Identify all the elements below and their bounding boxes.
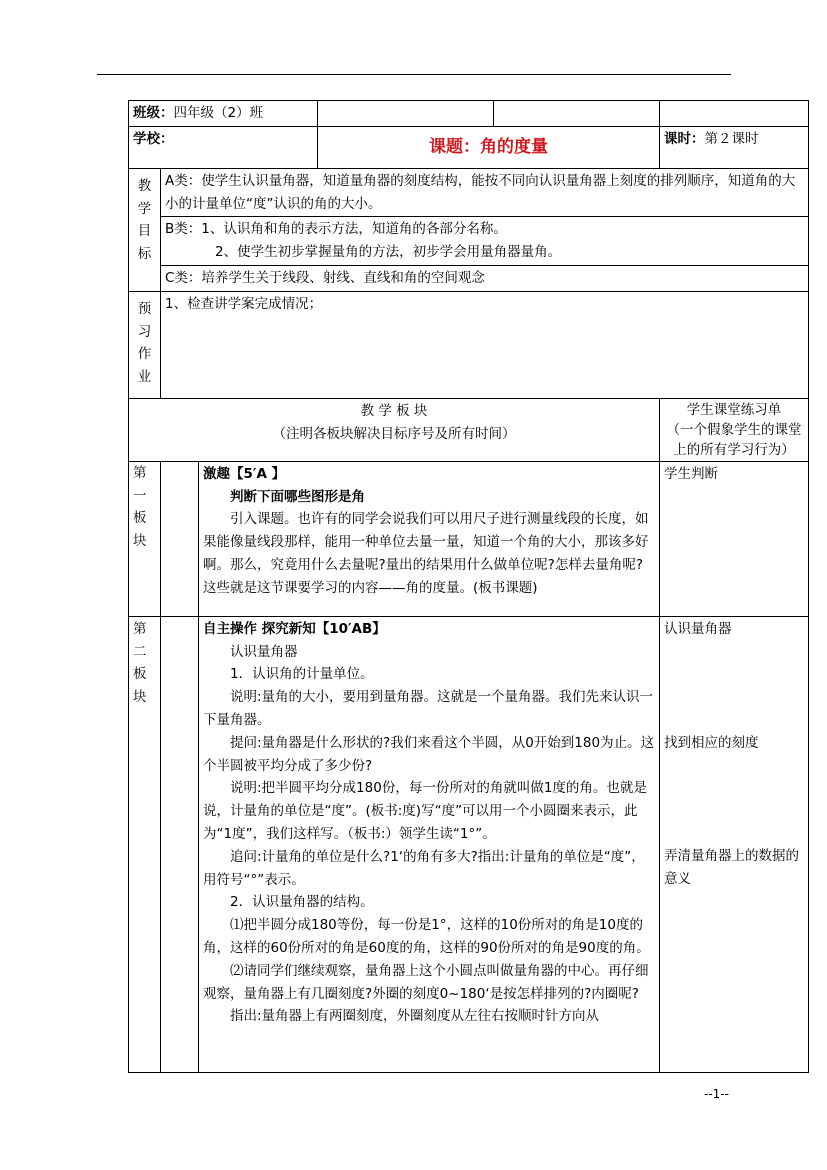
- block2-line1: 认识量角器: [230, 643, 298, 660]
- preview-row: [129, 291, 809, 398]
- label-char: 预: [137, 300, 152, 317]
- school-label: 学校：: [133, 130, 174, 147]
- block2-row: [129, 616, 809, 1072]
- label-char: 二: [133, 643, 147, 660]
- block1-content: [199, 461, 660, 616]
- empty-cell: [494, 101, 660, 127]
- objective-c: C类：培养学生关于线段、射线、直线和角的空间观念: [161, 265, 809, 291]
- objective-a-row: [129, 168, 809, 217]
- block1-heading: 激趣【5′A 】: [203, 465, 286, 482]
- block1-right: 学生判断: [660, 461, 809, 616]
- header-rule: [97, 74, 731, 75]
- teach-header-left: [129, 398, 660, 461]
- teach-header-title: 教 学 板 块: [360, 402, 428, 419]
- label-char: 标: [137, 246, 152, 263]
- objective-b2: 2、使学生初步掌握量角的方法，初步学会用量角器量角。: [215, 244, 562, 261]
- block2-para3: 说明:把半圆平均分成180份，每一份所对的角就叫做1度的角。也就是说，计量角的单位是“度”。(板书:度)写“度”可以用一个小圆圈来表示，此为“1度”，我们这样写。（板书:）领学生读“1°”。: [203, 780, 647, 842]
- block1-gap: [161, 461, 199, 616]
- teach-header-right-2: （一个假象学生的课堂: [666, 421, 802, 438]
- block2-para1: 说明:量角的大小，要用到量角器。这就是一个量角器。我们先来认识一下量角器。: [203, 689, 654, 728]
- block2-para5: ⑴把半圆分成180等份，每一份是1°，这样的10份所对的角是10度的角，这样的60份所对的角是60度的角，这样的90份所对的角是90度的角。: [203, 917, 650, 956]
- preview-label: [129, 291, 161, 398]
- empty-cell: [660, 101, 809, 127]
- block2-line3: 2．认识量角器的结构。: [230, 894, 374, 911]
- block2-para7: 指出:量角器上有两圈刻度，外圈刻度从左往右按顺时针方向从: [230, 1008, 600, 1025]
- class-label: 班级：: [133, 105, 174, 121]
- objective-b1: B类：1、认识角和角的表示方法，知道角的各部分名称。: [165, 221, 507, 238]
- school-row: [129, 126, 809, 168]
- teach-header-row: [129, 398, 809, 461]
- period-value: 第２课时: [704, 130, 759, 147]
- label-char: 教: [137, 177, 152, 194]
- block2-heading: 自主操作 探究新知【10′AB】: [203, 620, 386, 637]
- block2-gap: [161, 616, 199, 1072]
- objective-b-row: [129, 217, 809, 266]
- teach-header-right-3: 上的所有学习行为）: [673, 441, 795, 458]
- block2-line2: 1．认识角的计量单位。: [230, 666, 374, 683]
- school-cell: [129, 126, 318, 168]
- block2-right-3: 弄清量角器上的数据的意义: [664, 848, 800, 888]
- block1-row: [129, 461, 809, 616]
- class-row: [129, 101, 809, 127]
- block2-para4: 追问:计量角的单位是什么?1‘的角有多大?指出:计量角的单位是“度”，用符号“°”表示。: [203, 848, 645, 888]
- objective-b: [161, 217, 809, 266]
- page-number: --1--: [704, 1087, 729, 1101]
- empty-cell: [318, 101, 494, 127]
- block2-para6: ⑵请同学们继续观察，量角器上这个小圆点叫做量角器的中心。再仔细观察，量角器上有几圈刻度?外圈的刻度0~180‘是按怎样排列的?内圈呢?: [203, 962, 649, 1002]
- objectives-label: [129, 168, 161, 291]
- label-char: 第: [133, 620, 147, 637]
- block1-subheading: 判断下面哪些图形是角: [230, 488, 365, 505]
- class-value: 四年级（2）班: [173, 105, 264, 121]
- label-char: 学: [137, 200, 152, 217]
- lesson-topic: 课题：角的度量: [318, 126, 660, 168]
- label-char: 第: [133, 464, 147, 481]
- block1-para: 引入课题。也许有的同学会说我们可以用尺子进行测量线段的长度，如果能像量线段那样，能用一种单位去量一量，知道一个角的大小，那该多好啊。那么，究竟用什么去量呢?量出的结果用什么做单位呢?怎样去量角呢?这些就是这节课要学习的内容——角的度量。(板书课题): [203, 511, 649, 596]
- label-char: 作: [137, 346, 152, 363]
- lesson-plan-table: [128, 100, 809, 1073]
- period-cell: [660, 126, 809, 168]
- period-label: 课时：: [664, 130, 705, 147]
- label-char: 块: [133, 689, 147, 706]
- block2-right-2: 找到相应的刻度: [664, 734, 759, 751]
- block2-right-1: 认识量角器: [664, 620, 732, 637]
- label-char: 习: [137, 323, 152, 340]
- preview-text: 1、检查讲学案完成情况；: [161, 291, 809, 398]
- block1-label: [129, 461, 161, 616]
- objective-c-row: [129, 265, 809, 291]
- block2-right: [660, 616, 809, 1072]
- block2-content: [199, 616, 660, 1072]
- teach-header-right: [660, 398, 809, 461]
- block2-label: [129, 616, 161, 1072]
- label-char: 目: [137, 223, 152, 240]
- label-char: 业: [137, 369, 152, 386]
- teach-header-right-1: 学生课堂练习单: [686, 401, 782, 418]
- objective-a: A类：使学生认识量角器，知道量角器的刻度结构，能按不同向认识量角器上刻度的排列顺序，知道角的大小的计量单位“度”认识的角的大小。: [161, 168, 809, 217]
- label-char: 板: [133, 666, 147, 683]
- label-char: 板: [133, 510, 147, 527]
- class-cell: [129, 101, 318, 127]
- block2-para2: 提问:量角器是什么形状的?我们来看这个半圆，从0开始到180为止。这个半圆被平均分成了多少份?: [203, 734, 655, 774]
- teach-header-subtitle: （注明各板块解决目标序号及所有时间）: [272, 425, 516, 442]
- label-char: 一: [133, 487, 147, 504]
- label-char: 块: [133, 533, 147, 550]
